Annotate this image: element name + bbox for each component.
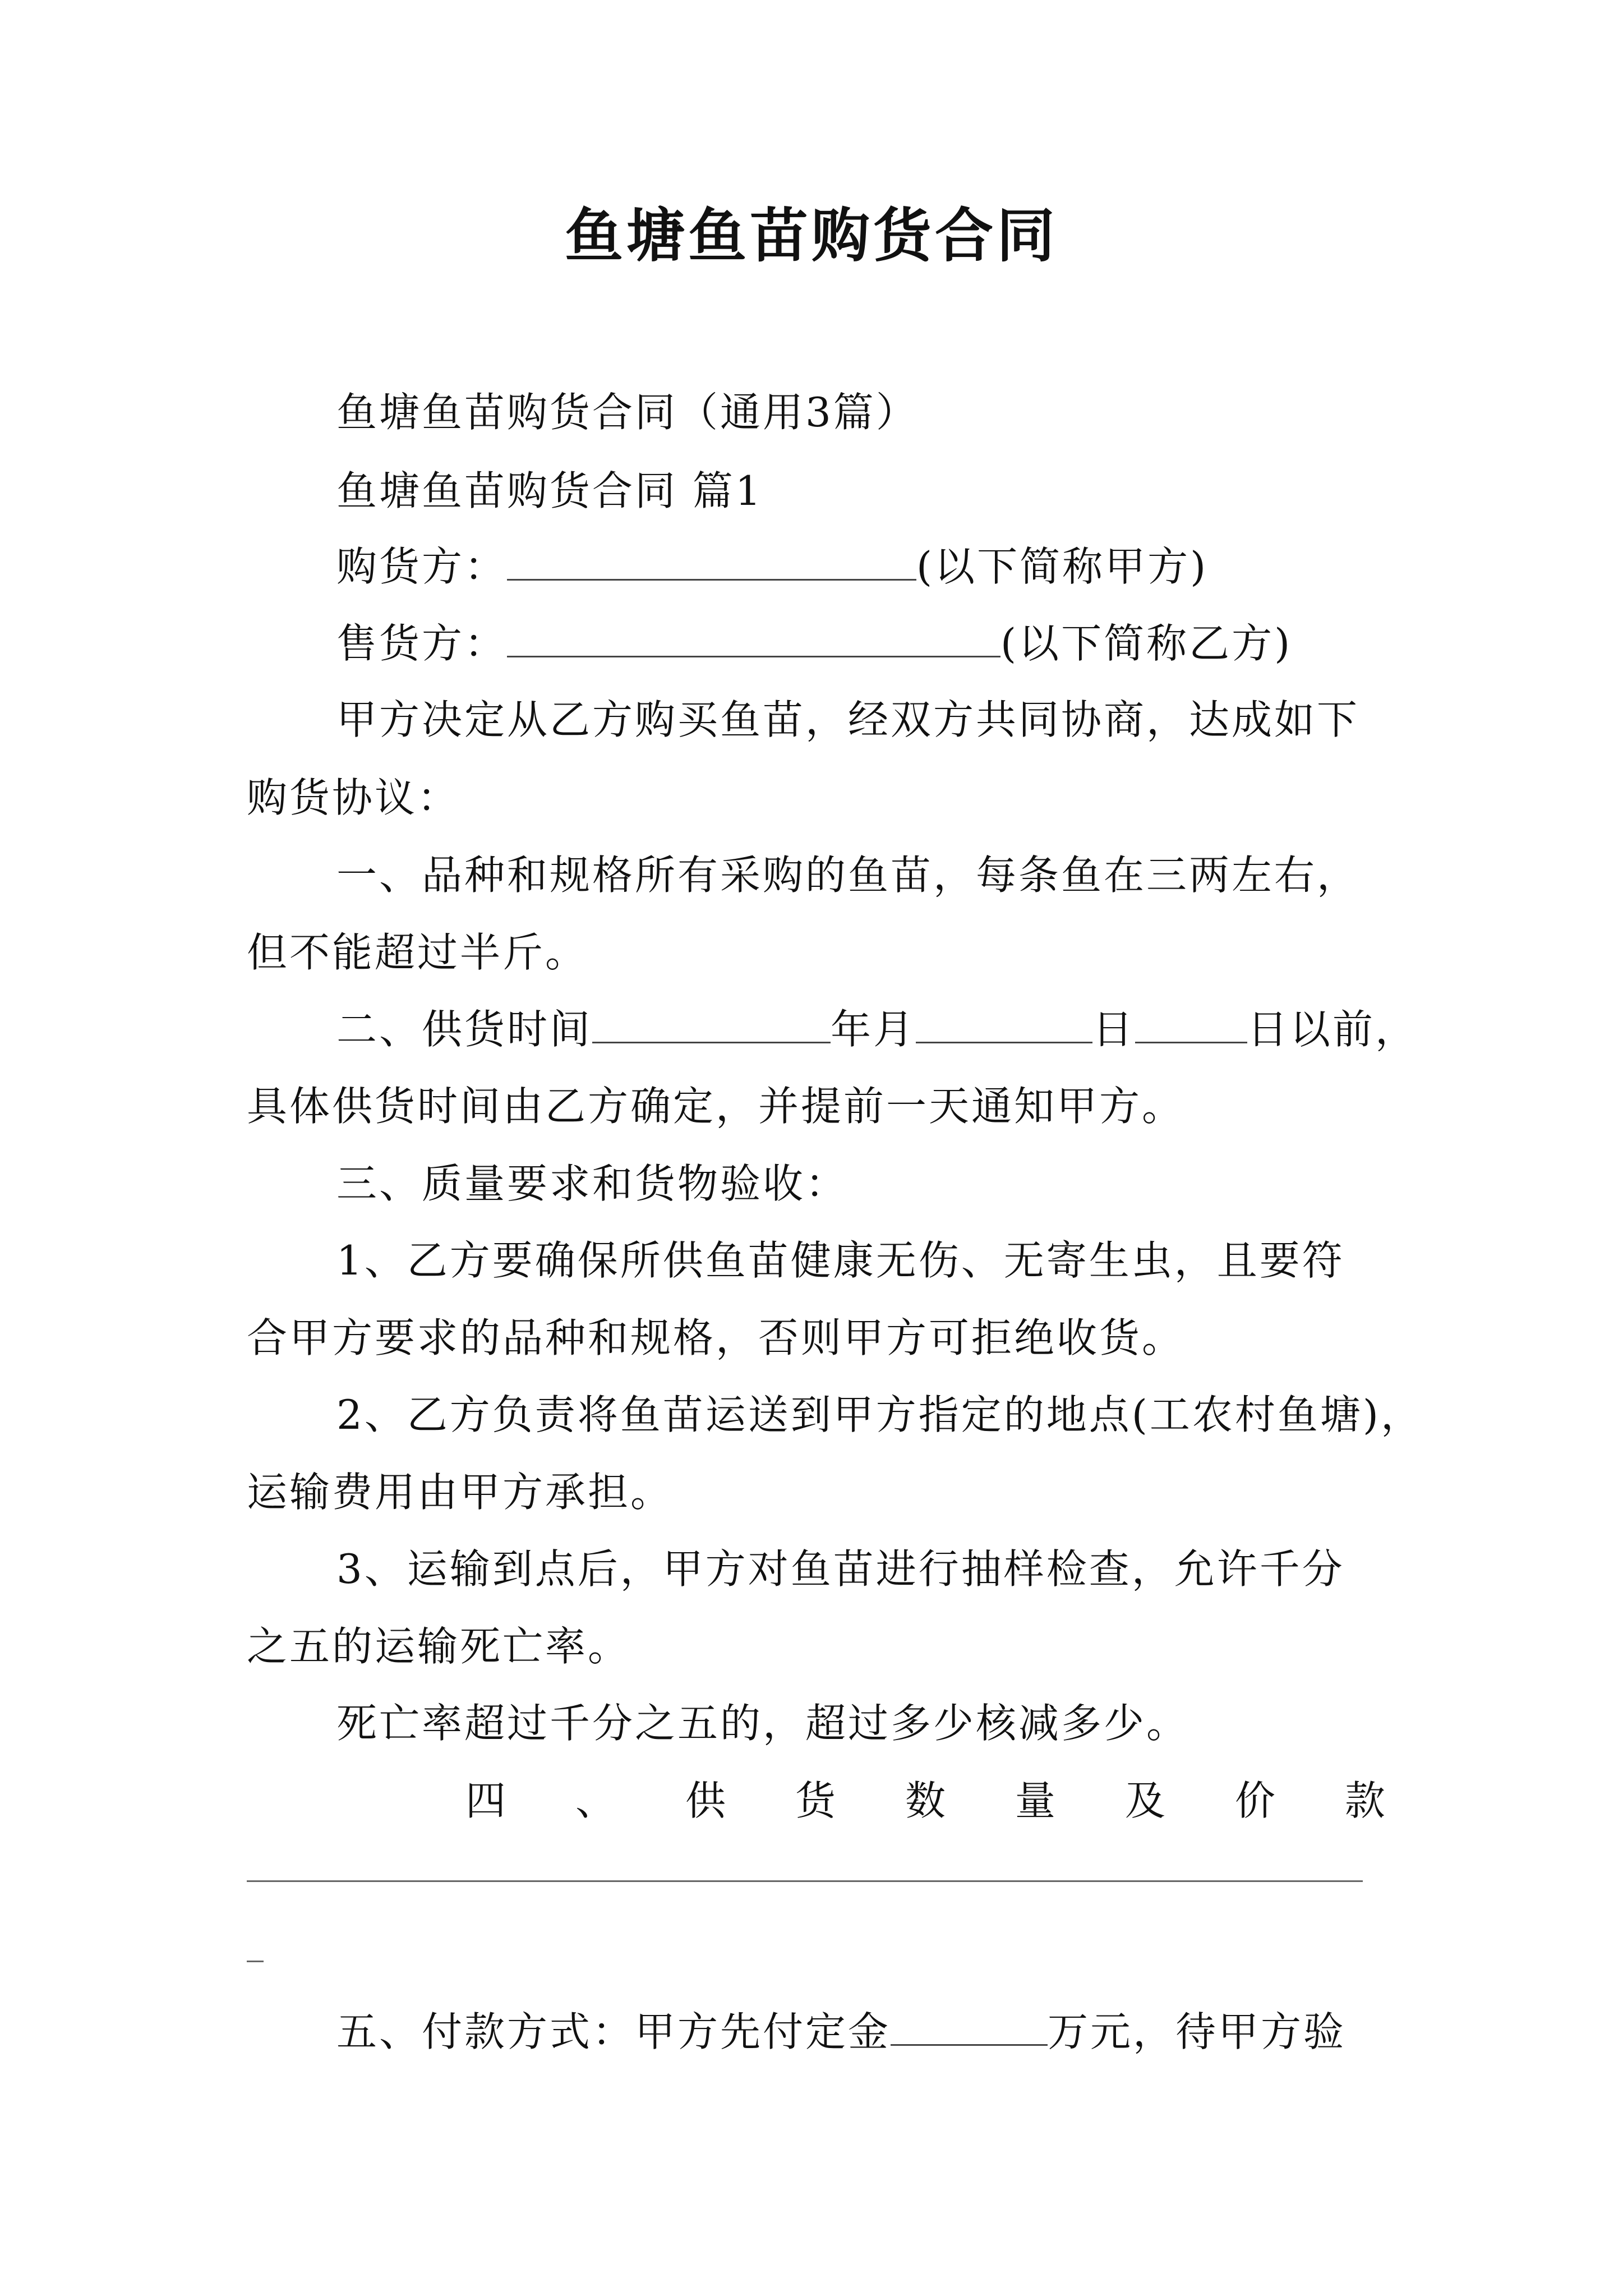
clause4-char: 及: [1124, 1777, 1165, 1824]
intro-paragraph-line2: 购货协议：: [247, 774, 460, 821]
clause3-1-line1: 1、乙方要确保所供鱼苗健康无伤、无寄生虫，且要符: [336, 1237, 1345, 1284]
clause5-prefix: 五、付款方式：甲方先付定金: [336, 2008, 891, 2055]
clause4-char: 价: [1234, 1777, 1275, 1824]
clause4-char: 、: [575, 1777, 616, 1824]
seller-suffix: (以下简称乙方): [1000, 620, 1293, 667]
clause4-blank-rule: [247, 1880, 1363, 1882]
buyer-suffix: (以下简称甲方): [916, 543, 1209, 590]
clause5-deposit-blank: [891, 2004, 1048, 2046]
clause4-char: 数: [905, 1777, 946, 1824]
clause4-blank-rule-continuation: [247, 1961, 264, 1962]
clause3-4-line: 死亡率超过千分之五的，超过多少核减多少。: [336, 1700, 1189, 1747]
clause4-heading: [465, 1773, 1385, 1829]
clause3-3-line1: 3、运输到点后，甲方对鱼苗进行抽样检查，允许千分: [336, 1545, 1345, 1593]
buyer-line: [336, 539, 1208, 595]
seller-blank: [507, 615, 1000, 657]
seller-label: 售货方：: [336, 620, 508, 667]
clause4-char: 四: [465, 1777, 506, 1824]
clause2-line1: [336, 1001, 1418, 1057]
clause3-1-line2: 合甲方要求的品种和规格，否则甲方可拒绝收货。: [247, 1314, 1185, 1361]
clause2-line2: 具体供货时间由乙方确定，并提前一天通知甲方。: [247, 1083, 1185, 1130]
clause2-suffix: 日以前，: [1247, 1006, 1418, 1053]
clause3-3-line2: 之五的运输死亡率。: [247, 1623, 631, 1670]
buyer-label: 购货方：: [336, 543, 508, 590]
chapter-heading: 鱼塘鱼苗购货合同 篇1: [336, 467, 763, 514]
clause2-prefix: 二、供货时间: [336, 1006, 593, 1053]
clause5-line1: [336, 2004, 1346, 2060]
seller-line: [336, 615, 1292, 671]
clause2-mid1: 年月: [831, 1006, 916, 1053]
clause2-mid2: 日: [1092, 1006, 1136, 1053]
clause4-char: 量: [1015, 1777, 1055, 1824]
buyer-blank: [507, 539, 916, 581]
clause4-char: 款: [1344, 1777, 1385, 1824]
clause3-heading: 三、质量要求和货物验收：: [336, 1160, 849, 1207]
clause4-char: 货: [795, 1777, 836, 1824]
clause1-line1: 一、品种和规格所有采购的鱼苗，每条鱼在三两左右，: [336, 852, 1360, 899]
document-title: 鱼塘鱼苗购货合同: [564, 201, 1058, 270]
clause1-line2: 但不能超过半斤。: [247, 929, 588, 976]
clause3-2-line2: 运输费用由甲方承担。: [247, 1469, 674, 1516]
clause3-2-line1: 2、乙方负责将鱼苗运送到甲方指定的地点(工农村鱼塘)，: [336, 1391, 1423, 1438]
clause2-blank-day: [1135, 1001, 1247, 1043]
intro-paragraph-line1: 甲方决定从乙方购买鱼苗，经双方共同协商，达成如下: [336, 696, 1360, 743]
clause5-suffix: 万元，待甲方验: [1048, 2008, 1347, 2055]
clause2-blank-month: [916, 1001, 1092, 1043]
clause2-blank-year: [592, 1001, 831, 1043]
document-subtitle: 鱼塘鱼苗购货合同（通用3篇）: [336, 389, 919, 436]
clause4-char: 供: [685, 1777, 726, 1824]
